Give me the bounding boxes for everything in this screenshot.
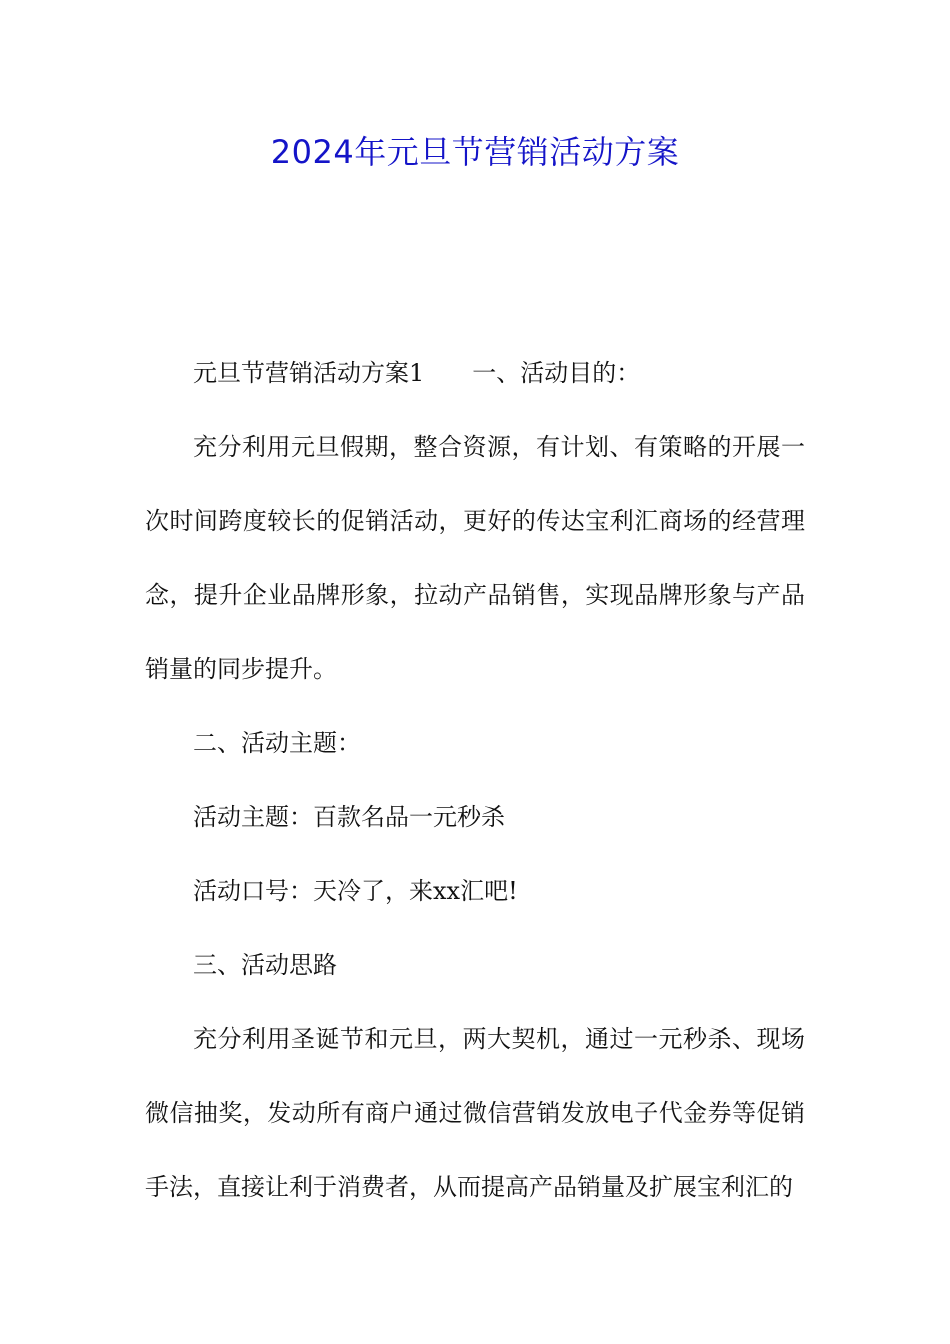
document-body	[145, 336, 805, 1224]
paragraph-approach: 充分利用圣诞节和元旦，两大契机，通过一元秒杀、现场微信抽奖，发动所有商户通过微信营销发放电子代金券等促销手法，直接让利于消费者，从而提高产品销量及扩展宝利汇的	[145, 1025, 805, 1201]
paragraph-section-heading: 元旦节营销活动方案1 一、活动目的：	[193, 359, 641, 387]
paragraph-slogan: 活动口号：天冷了，来xx汇吧!	[193, 877, 518, 905]
paragraph-purpose: 充分利用元旦假期，整合资源，有计划、有策略的开展一次时间跨度较长的促销活动，更好的传达宝利汇商场的经营理念，提升企业品牌形象，拉动产品销售，实现品牌形象与产品销量的同步提升。	[145, 433, 805, 683]
paragraph-theme: 活动主题：百款名品一元秒杀	[193, 803, 505, 831]
document-title: 2024年元旦节营销活动方案	[270, 133, 680, 171]
paragraph-theme-heading: 二、活动主题：	[193, 729, 361, 757]
paragraph-approach-heading: 三、活动思路	[193, 951, 337, 979]
